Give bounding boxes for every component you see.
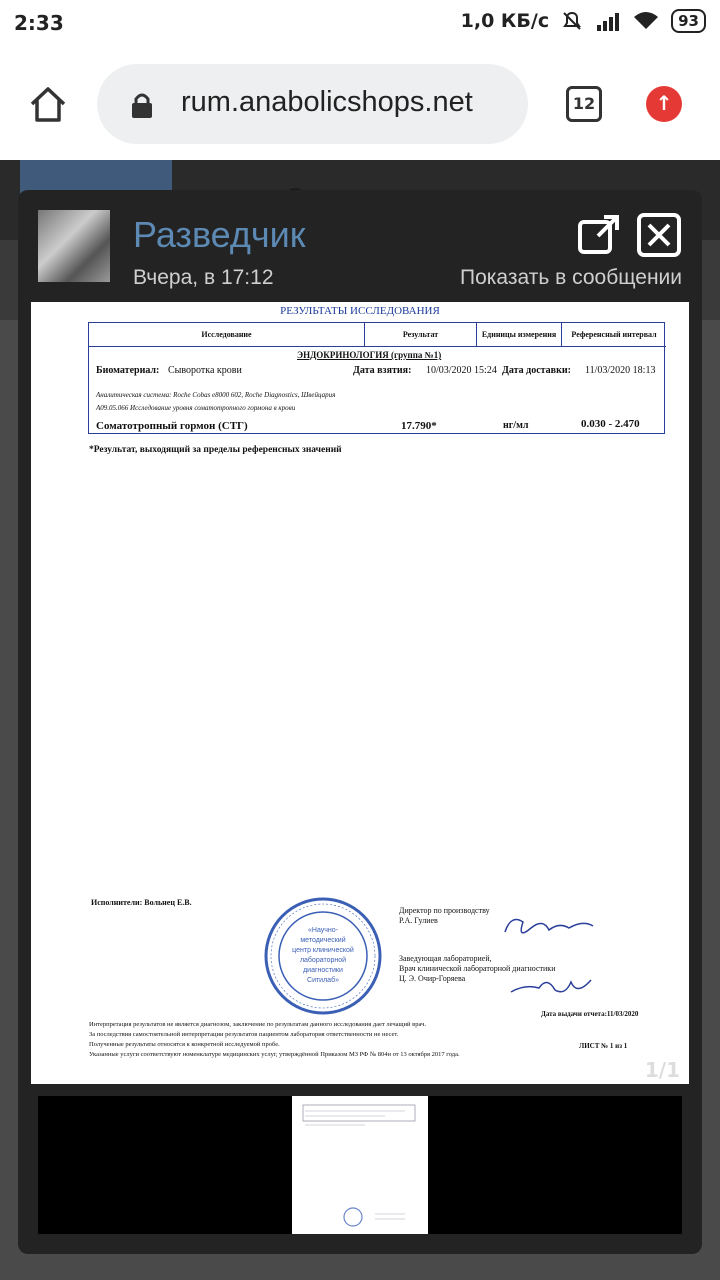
study-code: A09.05.066 Исследование уровня соматотропного гормона в крови (96, 404, 296, 412)
svg-text:диагностики: диагностики (303, 967, 343, 974)
test-result: 17.790* (401, 420, 437, 432)
footer-line: Полученные результаты относятся к конкретной исследуемой пробе. (89, 1041, 280, 1048)
biomaterial-value: Сыворотка крови (168, 365, 242, 376)
test-unit: нг/мл (503, 420, 529, 431)
header-result: Результат (365, 323, 477, 347)
date-taken-value: 10/03/2020 15:24 (426, 365, 497, 376)
svg-text:«Научно-: «Научно- (308, 927, 338, 934)
lightbox-author[interactable]: Разведчик (133, 214, 306, 255)
director-title: Директор по производству (399, 906, 490, 915)
net-speed: 1,0 КБ/с (460, 10, 550, 32)
open-external-icon[interactable] (576, 212, 622, 258)
head-title-2: Врач клинической лабораторной диагностики (399, 964, 556, 973)
sheet-number: ЛИСТ № 1 из 1 (579, 1042, 628, 1050)
head-title: Заведующая лабораторией, (399, 954, 492, 963)
footer-line: За последствия самостоятельной интерпретации результатов пациентом лаборатория ответственности не несет. (89, 1031, 399, 1038)
thumbnail-strip (38, 1096, 682, 1234)
biomaterial-label: Биоматериал: (96, 365, 160, 376)
out-of-range-note: *Результат, выходящий за пределы референсных значений (89, 445, 342, 455)
show-in-message-link[interactable]: Показать в сообщении (460, 266, 682, 289)
test-name: Соматотропный гормон (СТГ) (96, 420, 248, 432)
tab-switcher-button[interactable]: 12 (566, 86, 602, 122)
section-title: ЭНДОКРИНОЛОГИЯ (группа №1) (297, 350, 442, 360)
report-footer (89, 1020, 609, 1060)
issue-date: Дата выдачи отчета:11/03/2020 (541, 1010, 639, 1018)
header-units: Единицы измерения (477, 323, 562, 347)
head-signature (507, 966, 597, 1006)
head-name: Ц. Э. Очир-Горяева (399, 974, 466, 983)
battery-indicator: 93 (671, 9, 706, 33)
report-title: РЕЗУЛЬТАТЫ ИССЛЕДОВАНИЯ (280, 305, 440, 317)
lab-stamp-seal (263, 896, 383, 1016)
avatar[interactable] (38, 210, 110, 282)
signal-icon (595, 11, 621, 31)
executors: Исполнители: Вольнец Е.В. (91, 898, 192, 907)
image-lightbox (18, 190, 702, 1254)
director-name: Р.А. Гулиев (399, 916, 438, 925)
thumbnail-preview (295, 1099, 425, 1231)
update-icon[interactable]: ↑ (646, 86, 682, 122)
svg-text:центр клинической: центр клинической (292, 947, 354, 954)
close-icon[interactable] (636, 212, 682, 258)
analytical-system: Аналитическая система: Roche Cobas e8000 602, Roche Diagnostics, Швейцария (96, 391, 336, 399)
date-delivered-label: Дата доставки: (502, 365, 571, 376)
header-study: Исследование (89, 323, 365, 347)
image-counter: 1/1 (644, 1058, 680, 1082)
mute-bell-icon (561, 10, 583, 32)
status-bar (0, 0, 720, 48)
wifi-icon (633, 11, 659, 31)
results-table (88, 322, 665, 434)
lightbox-timestamp: Вчера, в 17:12 (133, 266, 274, 289)
address-bar[interactable] (97, 64, 528, 144)
date-delivered-value: 11/03/2020 18:13 (585, 365, 656, 376)
browser-toolbar (0, 48, 720, 160)
date-taken-label: Дата взятия: (353, 365, 412, 376)
home-icon[interactable] (26, 82, 70, 126)
url-text: rum.anabolicshops.net (181, 86, 473, 118)
svg-text:лабораторной: лабораторной (299, 957, 347, 964)
svg-text:методический: методический (300, 937, 346, 944)
lock-icon (129, 91, 155, 119)
thumbnail-item[interactable] (292, 1096, 428, 1234)
director-signature (497, 908, 597, 948)
footer-line: Указанные услуги соответствуют номенклатуре медицинских услуг, утверждённой Приказом МЗ РФ № 804н от 13 октября 2017 года. (89, 1051, 460, 1058)
status-time: 2:33 (14, 11, 64, 35)
svg-text:Ситилаб»: Ситилаб» (307, 977, 339, 984)
test-ref-interval: 0.030 - 2.470 (581, 418, 640, 430)
footer-line: Интерпретация результатов не является диагнозом, заключение по результатам данного исследования дает лечащий врач. (89, 1021, 426, 1028)
header-ref: Референсный интервал (562, 323, 666, 347)
lab-report-image (31, 302, 689, 1084)
